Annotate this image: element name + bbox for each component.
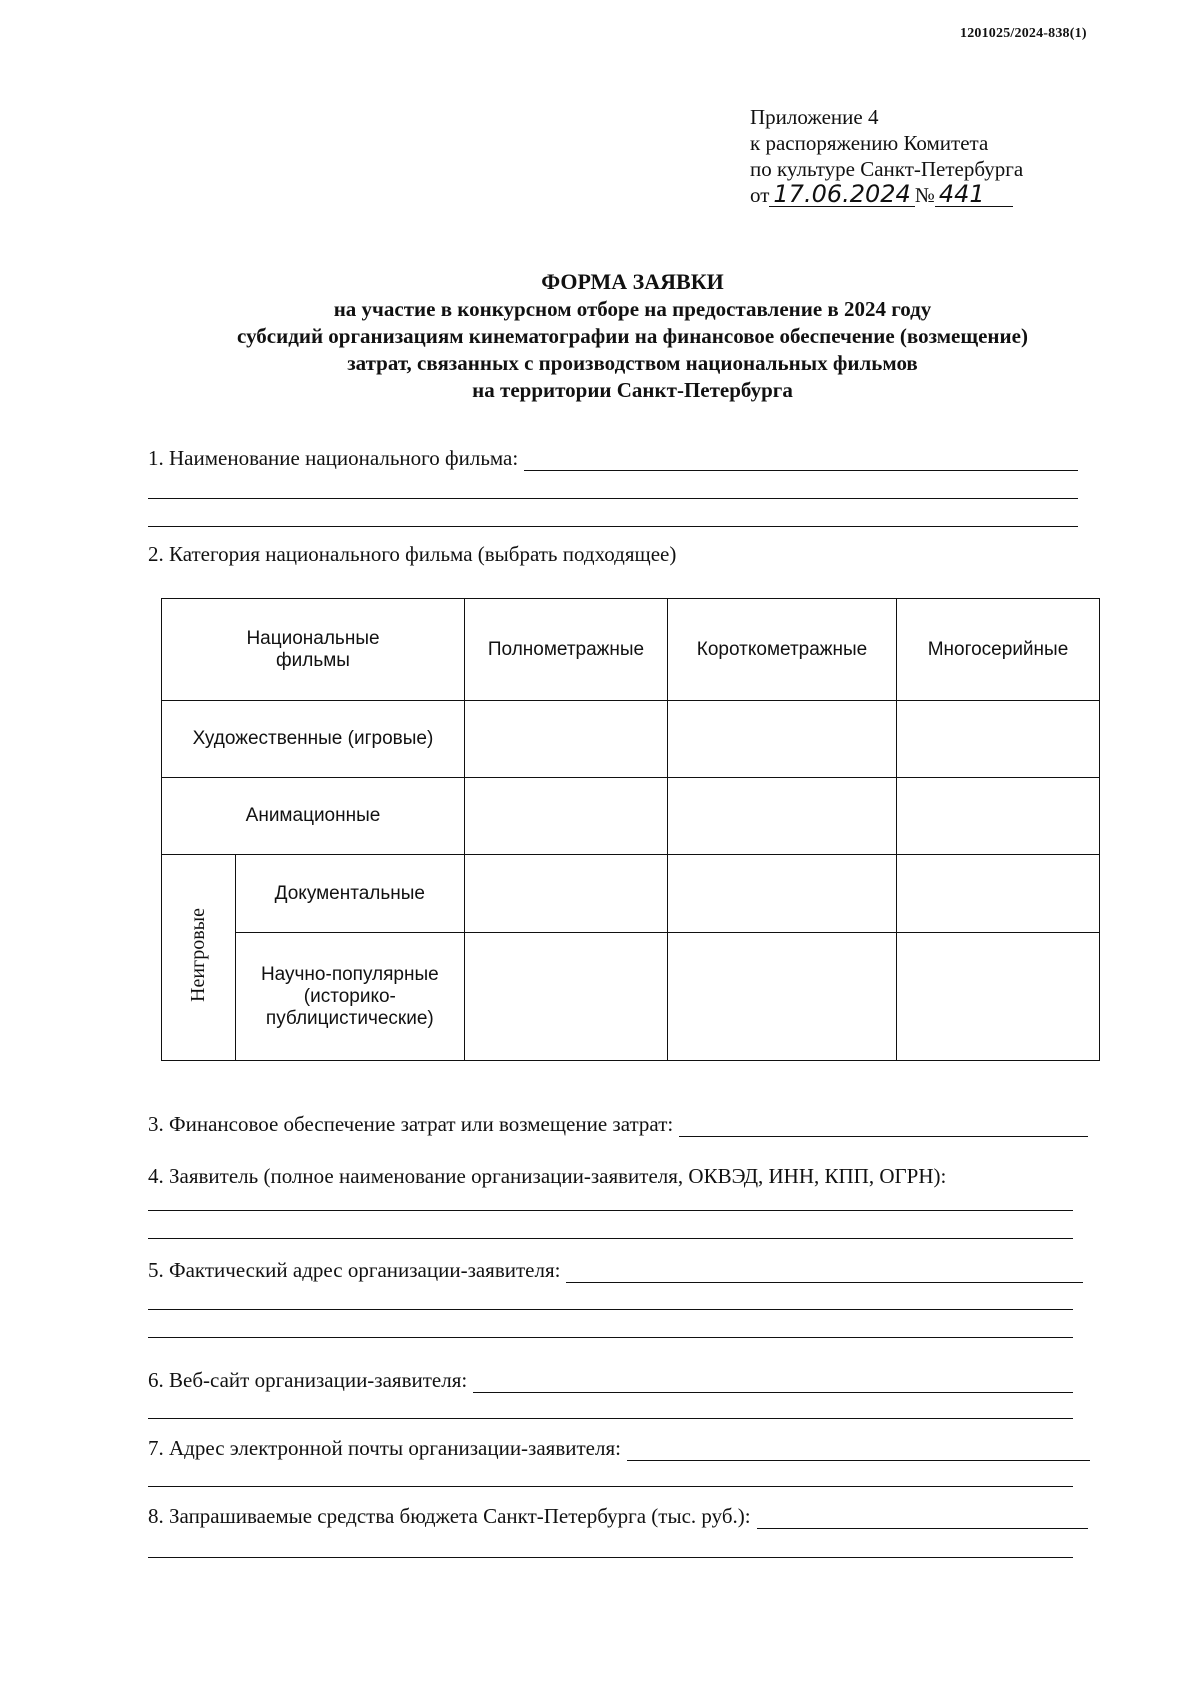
date-prefix: от [750,183,770,207]
email-line-1[interactable] [148,1486,1073,1487]
field-film-name [148,446,1078,471]
document-id: 1201025/2024-838(1) [960,26,1087,41]
website-line-1[interactable] [148,1418,1073,1419]
col-header-full-length: Полнометражные [465,599,668,701]
row-header-documentary: Документальные [235,855,464,933]
field-film-name-label: 1. Наименование национального фильма: [148,446,519,470]
popsci-line-2: (историко- [303,985,396,1007]
form-subtitle-line-3: затрат, связанных с производством национальных фильмов [347,351,918,375]
cell-documentary-series[interactable] [897,855,1100,933]
form-subtitle-line-1: на участие в конкурсном отборе на предоставление в 2024 году [333,297,932,321]
film-name-extra-line-1[interactable] [148,498,1078,499]
field-actual-address-label: 5. Фактический адрес организации-заявителя: [148,1258,561,1282]
col-header-short: Короткометражные [668,599,897,701]
email-input-line[interactable] [627,1442,1090,1461]
corner-header-line-1: Национальные [246,627,380,649]
financing-type-input-line[interactable] [679,1118,1088,1137]
cell-animation-series[interactable] [897,778,1100,855]
actual-address-line-2[interactable] [148,1337,1073,1338]
cell-feature-series[interactable] [897,701,1100,778]
requested-funds-input-line[interactable] [757,1510,1088,1529]
cell-popsci-full[interactable] [465,933,668,1061]
popsci-line-3: публицистические) [265,1007,434,1029]
row-header-animation: Анимационные [162,778,465,855]
field-email [148,1436,1090,1461]
cell-popsci-series[interactable] [897,933,1100,1061]
col-header-series: Многосерийные [897,599,1100,701]
form-title: ФОРМА ЗАЯВКИ [541,269,724,294]
group-nonfiction-label: Неигровые [186,907,209,1002]
row-header-popular-science [235,933,464,1061]
table-corner-header [162,599,465,701]
field-requested-funds-label: 8. Запрашиваемые средства бюджета Санкт-Петербурга (тыс. руб.): [148,1504,751,1528]
cell-documentary-short[interactable] [668,855,897,933]
cell-feature-full[interactable] [465,701,668,778]
appendix-line-1: Приложение 4 [750,105,879,129]
form-subtitle-line-4: на территории Санкт-Петербурга [472,378,793,402]
requested-funds-line-1[interactable] [148,1557,1073,1558]
category-table [161,598,1100,1061]
actual-address-input-line[interactable] [566,1264,1083,1283]
field-film-category [148,542,676,567]
popsci-line-1: Научно-популярные [260,963,439,985]
field-film-category-label: 2. Категория национального фильма (выбрать подходящее) [148,542,677,566]
cell-feature-short[interactable] [668,701,897,778]
form-subtitle-line-2: субсидий организациям кинематографии на финансовое обеспечение (возмещение) [237,324,1028,348]
group-header-nonfiction [162,855,236,1061]
field-website [148,1368,1073,1393]
cell-animation-short[interactable] [668,778,897,855]
film-name-extra-line-2[interactable] [148,526,1078,527]
number-prefix: № [914,183,935,207]
appendix-block [750,104,1023,208]
cell-popsci-short[interactable] [668,933,897,1061]
field-financing-type [148,1112,1088,1137]
appendix-date-line [750,182,1023,208]
applicant-line-1[interactable] [148,1210,1073,1211]
handwritten-date: 17.06.2024 [769,182,914,207]
appendix-line-3: по культуре Санкт-Петербурга [750,157,1024,181]
website-input-line[interactable] [473,1374,1073,1393]
row-header-feature: Художественные (игровые) [162,701,465,778]
handwritten-number: 441 [935,182,1013,207]
appendix-line-2: к распоряжению Комитета [750,131,989,155]
field-actual-address [148,1258,1083,1283]
applicant-line-2[interactable] [148,1238,1073,1239]
field-applicant-label: 4. Заявитель (полное наименование организации-заявителя, ОКВЭД, ИНН, КПП, ОГРН): [148,1164,947,1188]
field-financing-type-label: 3. Финансовое обеспечение затрат или возмещение затрат: [148,1112,674,1136]
corner-header-line-2: фильмы [276,649,350,671]
cell-animation-full[interactable] [465,778,668,855]
form-title-block [0,268,1200,404]
cell-documentary-full[interactable] [465,855,668,933]
field-requested-funds [148,1504,1088,1529]
actual-address-line-1[interactable] [148,1309,1073,1310]
field-email-label: 7. Адрес электронной почты организации-заявителя: [148,1436,621,1460]
field-website-label: 6. Веб-сайт организации-заявителя: [148,1368,468,1392]
field-applicant [148,1164,1113,1189]
film-name-input-line[interactable] [524,452,1078,471]
